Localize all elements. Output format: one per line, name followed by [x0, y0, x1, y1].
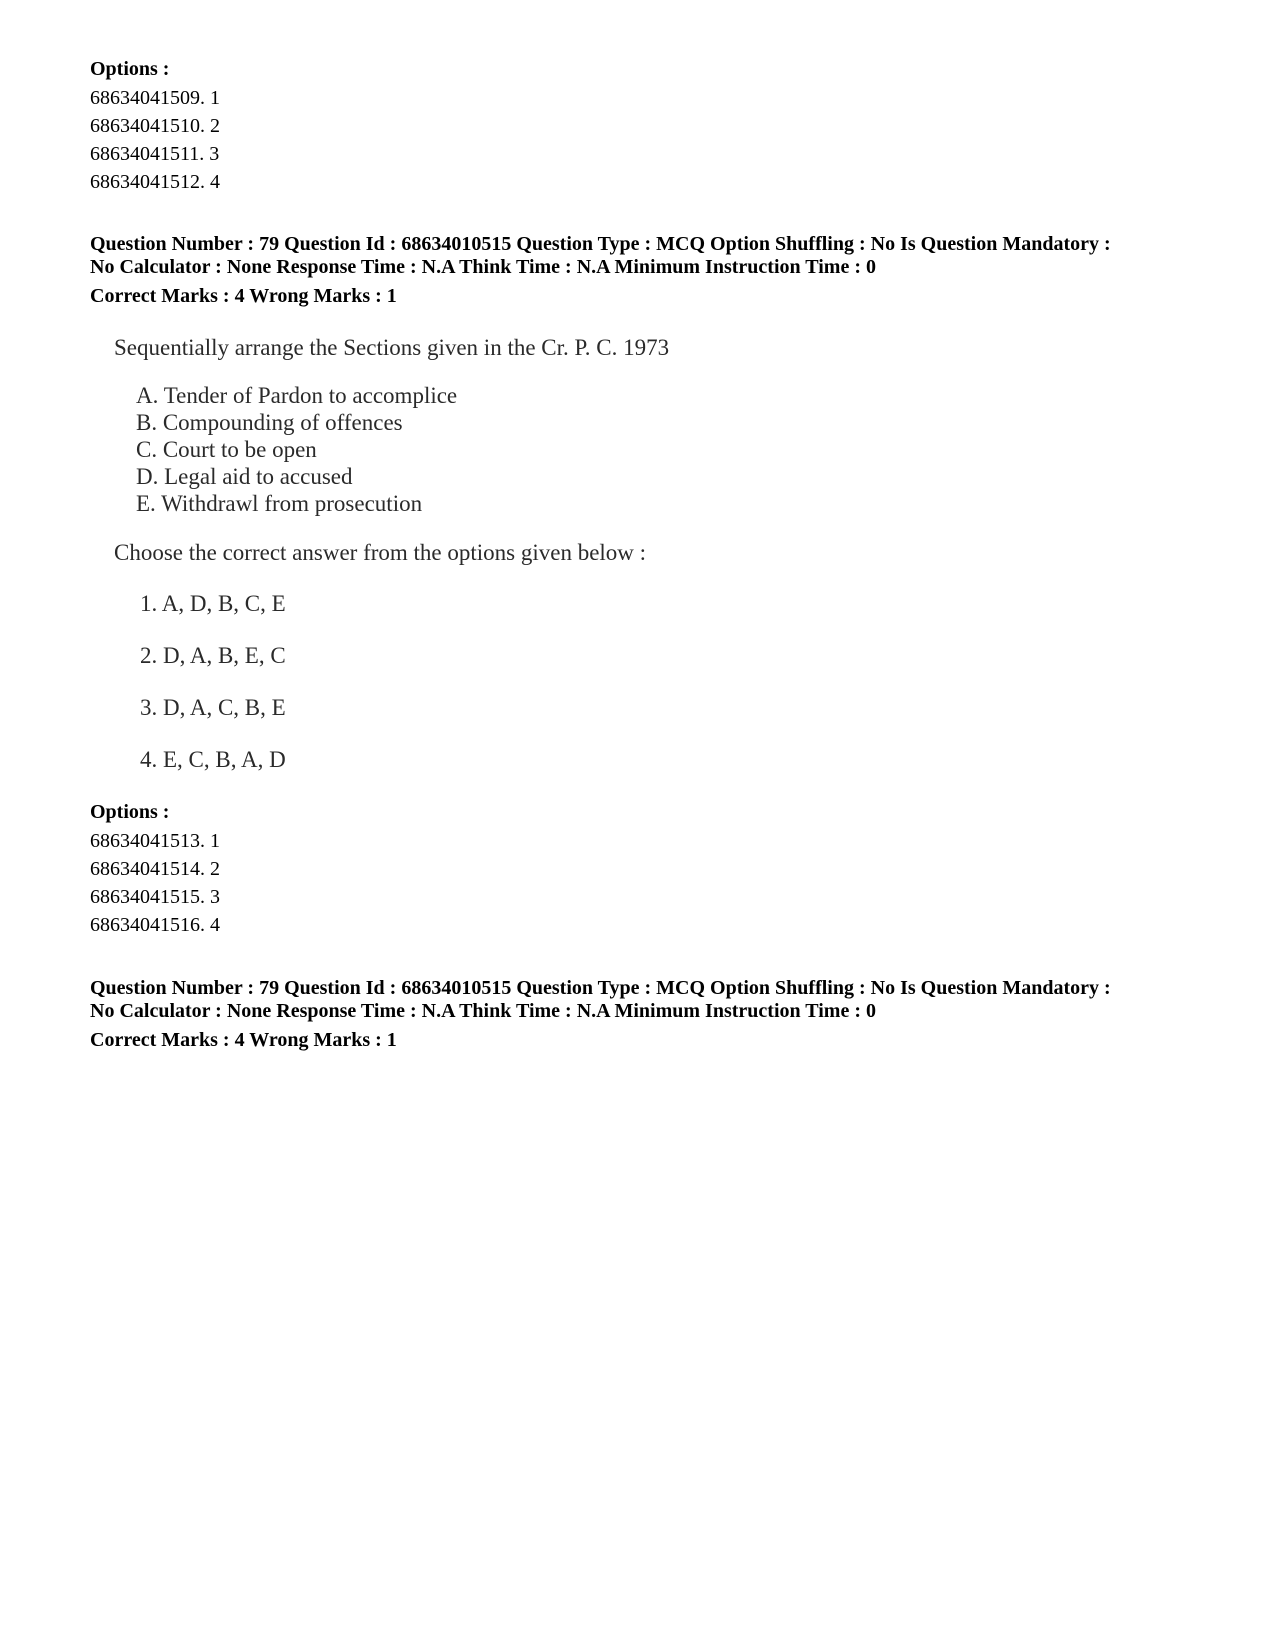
question-item: B. Compounding of offences	[136, 410, 403, 435]
question-item: E. Withdrawl from prosecution	[136, 491, 423, 516]
option-item: 68634041511. 3	[90, 143, 220, 165]
option-item: 68634041512. 4	[90, 171, 220, 193]
question-marks: Correct Marks : 4 Wrong Marks : 1	[90, 285, 397, 307]
answer-choice: 2. D, A, B, E, C	[140, 643, 286, 668]
question-instruction: Choose the correct answer from the options given below :	[114, 540, 647, 565]
question-marks: Correct Marks : 4 Wrong Marks : 1	[90, 1029, 397, 1051]
options-label: Options :	[90, 801, 170, 823]
previous-options-section	[90, 56, 1200, 196]
answer-choice: 1. A, D, B, C, E	[140, 591, 286, 616]
answer-choice: 4. E, C, B, A, D	[140, 747, 286, 772]
next-question-meta	[90, 977, 1200, 1072]
question-meta	[90, 233, 1200, 328]
answer-choice: 3. D, A, C, B, E	[140, 695, 286, 720]
option-item: 68634041515. 3	[90, 886, 220, 908]
question-meta-line-2: No Calculator : None Response Time : N.A Think Time : N.A Minimum Instruction Time : 0	[90, 1000, 876, 1022]
options-label: Options :	[90, 58, 170, 80]
option-item: 68634041516. 4	[90, 914, 220, 936]
question-item: C. Court to be open	[136, 437, 317, 462]
option-item: 68634041510. 2	[90, 115, 220, 137]
option-item: 68634041514. 2	[90, 858, 220, 880]
question-items-list	[136, 382, 457, 517]
question-meta-line-1: Question Number : 79 Question Id : 68634010515 Question Type : MCQ Option Shuffling : No Is Question Mandatory :	[90, 977, 1111, 999]
option-item: 68634041509. 1	[90, 87, 220, 109]
question-meta-line-1: Question Number : 79 Question Id : 68634010515 Question Type : MCQ Option Shuffling : No Is Question Mandatory :	[90, 233, 1111, 255]
question-stem: Sequentially arrange the Sections given in the Cr. P. C. 1973	[114, 335, 670, 360]
question-item: A. Tender of Pardon to accomplice	[136, 383, 458, 408]
question-options-section	[90, 799, 1200, 939]
question-item: D. Legal aid to accused	[136, 464, 353, 489]
question-meta-line-2: No Calculator : None Response Time : N.A Think Time : N.A Minimum Instruction Time : 0	[90, 256, 876, 278]
option-item: 68634041513. 1	[90, 830, 220, 852]
question-image	[90, 325, 790, 795]
